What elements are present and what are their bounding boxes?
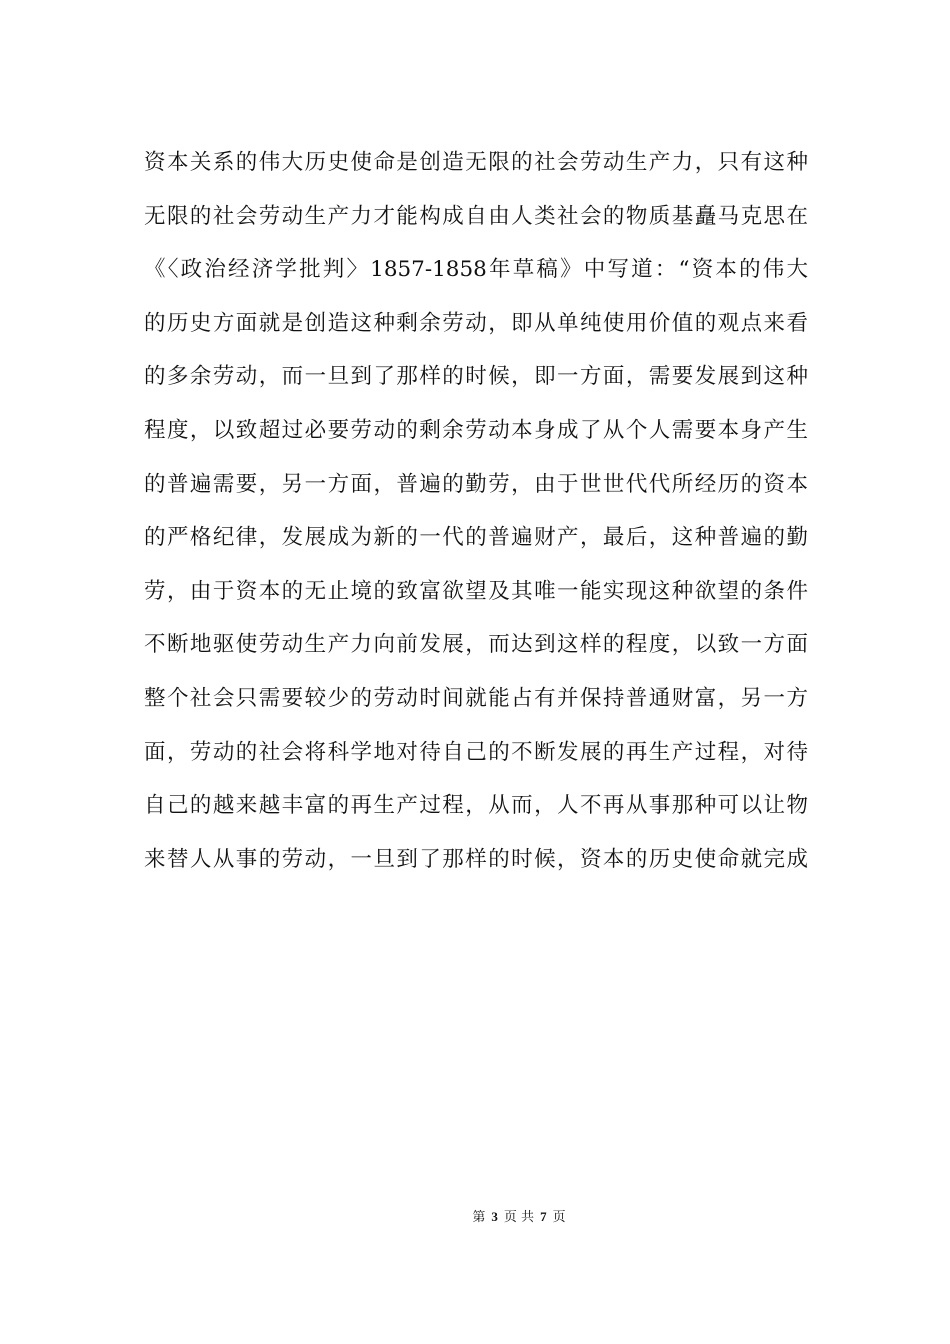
footer-total-pages: 7: [540, 1209, 547, 1224]
text-line-8: 的严格纪律，发展成为新的一代的普遍财产，最后，这种普遍的勤: [144, 525, 808, 551]
page-footer: [0, 1208, 950, 1227]
text-line-2: 无限的社会劳动生产力才能构成自由人类社会的物质基矗马克思在: [144, 203, 808, 229]
text-line-11: 整个社会只需要较少的劳动时间就能占有并保持普通财富，另一方: [144, 685, 808, 711]
footer-current-page: 3: [491, 1209, 498, 1224]
text-line-5: 的多余劳动，而一旦到了那样的时候，即一方面，需要发展到这种: [144, 364, 808, 390]
text-line-6: 程度，以致超过必要劳动的剩余劳动本身成了从个人需要本身产生: [144, 417, 808, 443]
text-line-3: 《〈政治经济学批判〉1857-1858年草稿》中写道：“资本的伟大: [144, 257, 808, 283]
text-line-14: 来替人从事的劳动，一旦到了那样的时候，资本的历史使命就完成: [144, 846, 808, 872]
text-line-13: 自己的越来越丰富的再生产过程，从而，人不再从事那种可以让物: [144, 793, 808, 819]
text-line-7: 的普遍需要，另一方面，普遍的勤劳，由于世世代代所经历的资本: [144, 471, 808, 497]
text-line-1: 资本关系的伟大历史使命是创造无限的社会劳动生产力，只有这种: [144, 150, 808, 175]
footer-middle: 页 共: [503, 1210, 535, 1225]
footer-prefix: 第: [472, 1210, 486, 1225]
text-line-12: 面，劳动的社会将科学地对待自己的不断发展的再生产过程，对待: [144, 739, 808, 765]
text-line-9: 劳，由于资本的无止境的致富欲望及其唯一能实现这种欲望的条件: [144, 578, 808, 604]
text-line-10: 不断地驱使劳动生产力向前发展，而达到这样的程度，以致一方面: [144, 632, 808, 658]
footer-suffix: 页: [552, 1210, 566, 1225]
text-line-4: 的历史方面就是创造这种剩余劳动，即从单纯使用价值的观点来看: [144, 310, 808, 336]
body-text: [144, 136, 808, 886]
